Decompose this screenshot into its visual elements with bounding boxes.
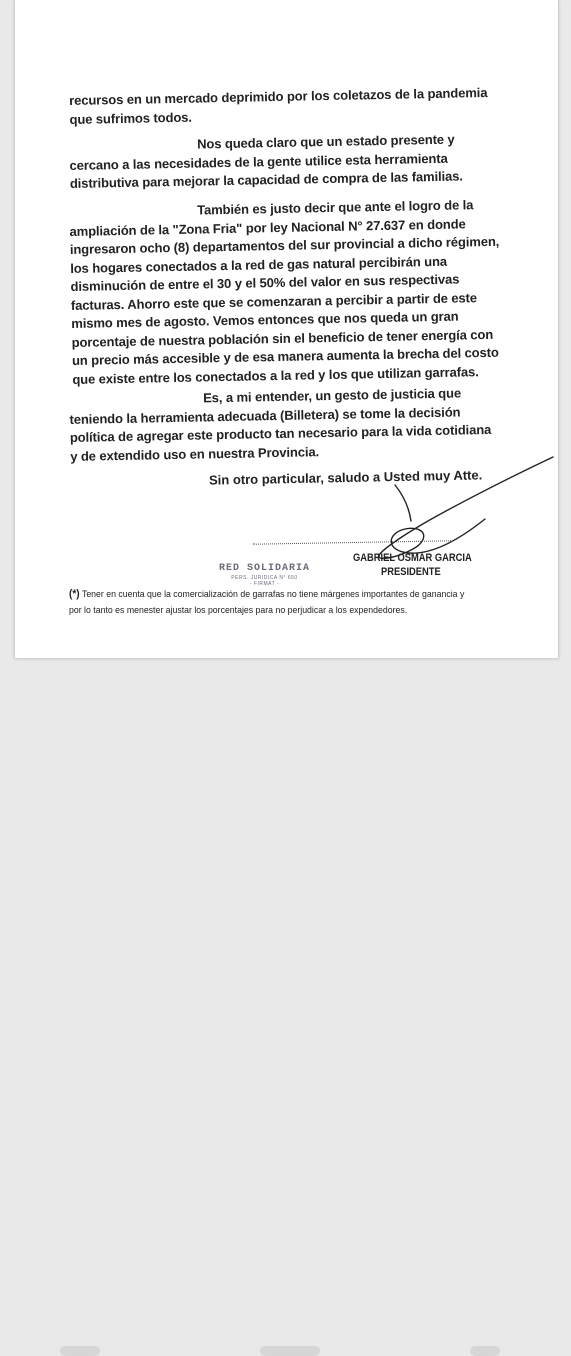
signer-name: GABRIEL OSMAR GARCIA [353,552,472,564]
document-page [14,0,559,658]
text-line: política de agregar este producto tan necesario para la vida cotidiana [69,421,492,445]
text-line: Nos queda claro que un estado presente y [196,131,455,152]
text-line: los hogares conectados a la red de gas natural percibirán una [70,253,448,276]
text-line: Es, a mi entender, un gesto de justicia que [202,385,462,406]
signature-icon [365,455,555,565]
closing-line: Sin otro particular, saludo a Usted muy Atte. [208,467,483,488]
stamp-line-1: RED SOLIDARIA [219,563,311,574]
viewer-bottom-strip [0,668,571,689]
footnote-text: Tener en cuenta que la comercialización de garrafas no tiene márgenes importantes de ganancia y por lo tanto es menester ajustar los porcentajes para no perjudicar a los expendedores. [69,589,465,616]
text-line: ingresaron ocho (8) departamentos del sur provincial a dicho régimen, [69,233,500,257]
signer-title: PRESIDENTE [381,566,441,578]
text-line: porcentaje de nuestra población sin el beneficio de tener energía con [71,326,494,350]
text-line: que sufrimos todos. [69,109,192,127]
text-line: cercano a las necesidades de la gente utilice esta herramienta [69,150,448,173]
text-line: disminución de entre el 30 y el 50% del valor en sus respectivas [70,271,460,294]
footnote-mark: (*) [69,588,80,600]
text-line: teniendo la herramienta adecuada (Billetera) se tome la decisión [69,403,461,427]
text-line: un precio más accesible y de esa manera aumenta la brecha del costo [71,344,499,368]
toolbar-placeholder-icon [470,1346,500,1356]
toolbar-placeholder-icon [60,1346,100,1356]
footnote [69,586,474,619]
text-line: facturas. Ahorro este que se comenzaran a percibir a partir de este [70,289,478,313]
organization-stamp [219,563,310,587]
toolbar-placeholder-icon [260,1346,320,1356]
stamp-line-3: - FIRMAT - [249,581,280,587]
stamp-line-2: PERS. JURIDICA N° 650 [231,575,298,581]
paragraph-1 [69,84,500,129]
text-line: distributiva para mejorar la capacidad de compra de las familias. [69,168,464,191]
paragraph-3 [69,196,502,389]
paragraph-2 [69,130,500,194]
paragraph-4 [69,384,500,466]
text-line: y de extendido uso en nuestra Provincia. [70,443,320,464]
text-line: También es justo decir que ante el logro de la [196,197,474,218]
text-line: ampliación de la "Zona Fria" por ley Nacional N° 27.637 en donde [69,215,466,239]
text-line: mismo mes de agosto. Vemos entonces que nos queda un gran [71,308,459,331]
text-line: recursos en un mercado deprimido por los coletazos de la pandemia [69,84,488,108]
text-line: que existe entre los conectados a la red y los que utilizan garrafas. [72,363,479,387]
